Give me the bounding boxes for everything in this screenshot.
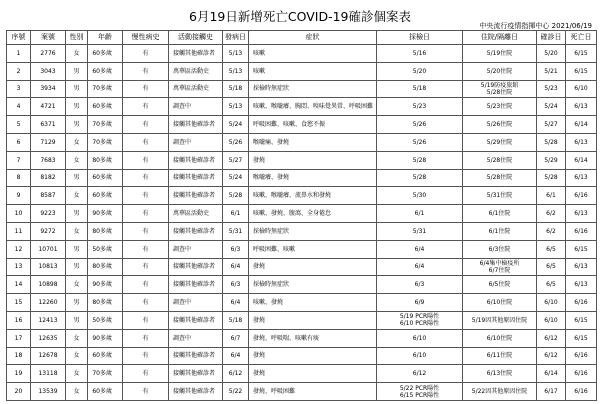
table-row — [7, 383, 597, 401]
table-cell: 60多歲 — [88, 45, 123, 63]
table-row — [7, 365, 597, 383]
table-cell: 6/10 — [537, 311, 566, 329]
table-cell: 90多歲 — [88, 276, 123, 294]
table-cell: 有 — [123, 294, 169, 312]
table-cell: 接觸其他確診者 — [169, 258, 223, 276]
table-cell: 18 — [7, 347, 31, 365]
table-cell: 5/30 — [377, 187, 463, 205]
table-cell: 發燒、呼吸喘、咳嗽有痰 — [249, 329, 377, 347]
table-cell: 6/12 — [223, 365, 249, 383]
table-cell: 咳嗽 — [249, 62, 377, 80]
table-cell: 萬華區活動史 — [169, 80, 223, 98]
header-cell: 確診日 — [537, 31, 566, 45]
header-cell: 採檢日 — [377, 31, 463, 45]
table-cell: 有 — [123, 311, 169, 329]
table-row — [7, 169, 597, 187]
table-cell: 5/28 — [223, 187, 249, 205]
table-cell: 有 — [123, 187, 169, 205]
table-cell: 70多歲 — [88, 133, 123, 151]
table-cell: 發燒 — [249, 365, 377, 383]
header-cell: 住院/隔離日 — [463, 31, 537, 45]
table-cell: 10701 — [31, 240, 66, 258]
table-cell: 有 — [123, 222, 169, 240]
table-row — [7, 258, 597, 276]
table-cell: 萬華區活動史 — [169, 62, 223, 80]
table-cell: 6/10住院 — [463, 329, 537, 347]
table-cell: 20 — [7, 383, 31, 401]
table-row — [7, 80, 597, 98]
table-cell: 5/24 — [223, 169, 249, 187]
table-cell: 6/2 — [537, 222, 566, 240]
table-row — [7, 311, 597, 329]
table-cell: 6/13 — [566, 258, 597, 276]
table-cell: 6371 — [31, 116, 66, 134]
table-row — [7, 240, 597, 258]
table-cell: 6/15 — [566, 329, 597, 347]
table-cell: 採檢時無症狀 — [249, 276, 377, 294]
table-cell: 有 — [123, 329, 169, 347]
table-cell: 60多歲 — [88, 347, 123, 365]
table-cell: 5/19 PCR陽性 6/10 PCR陽性 — [377, 311, 463, 329]
table-cell: 6/4 — [223, 294, 249, 312]
table-cell: 5/22因其他原因住院 — [463, 383, 537, 401]
table-cell: 採檢時無症狀 — [249, 80, 377, 98]
table-cell: 5/18 — [377, 80, 463, 98]
table-cell: 有 — [123, 116, 169, 134]
table-cell: 女 — [66, 151, 88, 169]
table-cell: 6/13 — [566, 133, 597, 151]
table-cell: 6/4 — [377, 240, 463, 258]
table-cell: 60多歲 — [88, 98, 123, 116]
table-cell: 調查中 — [169, 98, 223, 116]
table-cell: 4 — [7, 98, 31, 116]
table-cell: 女 — [66, 365, 88, 383]
table-cell: 19 — [7, 365, 31, 383]
table-cell: 5/23 — [537, 80, 566, 98]
table-cell: 女 — [66, 45, 88, 63]
table-cell: 5/18 — [223, 80, 249, 98]
table-row — [7, 98, 597, 116]
table-cell: 有 — [123, 205, 169, 223]
table-cell: 男 — [66, 205, 88, 223]
table-cell: 有 — [123, 80, 169, 98]
table-cell: 有 — [123, 365, 169, 383]
table-cell: 6/5 — [537, 240, 566, 258]
header-cell: 案號 — [31, 31, 66, 45]
table-cell: 6/12 — [537, 347, 566, 365]
table-cell: 2 — [7, 62, 31, 80]
table-cell: 女 — [66, 329, 88, 347]
header-cell: 序號 — [7, 31, 31, 45]
table-cell: 3 — [7, 80, 31, 98]
table-cell: 5/28住院 — [463, 169, 537, 187]
table-cell: 6/10 — [377, 329, 463, 347]
table-cell: 13 — [7, 258, 31, 276]
table-cell: 6/3 — [223, 276, 249, 294]
table-row — [7, 151, 597, 169]
table-cell: 5/20 — [537, 45, 566, 63]
source-label: 中央流行疫情指揮中心 2021/06/19 — [479, 22, 592, 30]
table-cell: 男 — [66, 240, 88, 258]
table-cell: 發燒 — [249, 311, 377, 329]
table-cell: 6/7 — [223, 329, 249, 347]
table-cell: 5/19住院 — [463, 45, 537, 63]
table-cell: 有 — [123, 169, 169, 187]
table-cell: 呼吸困難、咳嗽 — [249, 240, 377, 258]
table-cell: 80多歲 — [88, 151, 123, 169]
table-cell: 5/20 — [377, 62, 463, 80]
table-cell: 12635 — [31, 329, 66, 347]
table-cell: 10813 — [31, 258, 66, 276]
table-cell: 發燒 — [249, 347, 377, 365]
table-cell: 6/1 — [223, 205, 249, 223]
table-cell: 80多歲 — [88, 294, 123, 312]
death-case-table — [6, 30, 597, 401]
table-cell: 6/3住院 — [463, 240, 537, 258]
table-body — [7, 45, 597, 401]
table-cell: 6/1住院 — [463, 222, 537, 240]
table-cell: 有 — [123, 62, 169, 80]
table-cell: 7 — [7, 151, 31, 169]
header-cell: 症狀 — [249, 31, 377, 45]
table-cell: 男 — [66, 62, 88, 80]
table-cell: 5/24 — [223, 116, 249, 134]
table-cell: 7129 — [31, 133, 66, 151]
table-cell: 6/15 — [566, 62, 597, 80]
table-cell: 6/16 — [566, 347, 597, 365]
table-row — [7, 276, 597, 294]
table-cell: 5/29 — [537, 151, 566, 169]
table-cell: 8587 — [31, 187, 66, 205]
table-cell: 6/13 — [566, 205, 597, 223]
table-row — [7, 205, 597, 223]
table-cell: 男 — [66, 258, 88, 276]
table-cell: 有 — [123, 240, 169, 258]
table-cell: 咳嗽、喉嚨癢、胸悶、嗅味覺異常、呼吸困難 — [249, 98, 377, 116]
table-cell: 5/28 — [377, 151, 463, 169]
table-cell: 5/31 — [223, 222, 249, 240]
table-cell: 接觸其他確診者 — [169, 45, 223, 63]
table-cell: 5 — [7, 116, 31, 134]
table-cell: 有 — [123, 258, 169, 276]
table-cell: 17 — [7, 329, 31, 347]
table-cell: 5/26 — [223, 133, 249, 151]
table-cell: 接觸其他確診者 — [169, 365, 223, 383]
table-cell: 6 — [7, 133, 31, 151]
table-cell: 女 — [66, 187, 88, 205]
table-cell: 6/4 — [377, 258, 463, 276]
table-cell: 接觸其他確診者 — [169, 116, 223, 134]
table-row — [7, 222, 597, 240]
table-row — [7, 45, 597, 63]
table-cell: 6/1 — [537, 187, 566, 205]
table-cell: 5/13 — [223, 45, 249, 63]
table-cell: 5/22 — [223, 383, 249, 401]
table-cell: 80多歲 — [88, 222, 123, 240]
table-cell: 接觸其他確診者 — [169, 169, 223, 187]
table-cell: 喉嚨痛、發燒 — [249, 133, 377, 151]
table-cell: 6/17 — [537, 383, 566, 401]
table-cell: 13539 — [31, 383, 66, 401]
table-row — [7, 133, 597, 151]
table-cell: 有 — [123, 45, 169, 63]
table-cell: 5/27 — [223, 151, 249, 169]
table-cell: 6/4 — [223, 258, 249, 276]
table-cell: 8182 — [31, 169, 66, 187]
table-cell: 5/22 PCR陽性 6/15 PCR陽性 — [377, 383, 463, 401]
table-cell: 喉嚨癢、發燒 — [249, 169, 377, 187]
table-cell: 9272 — [31, 222, 66, 240]
table-cell: 9 — [7, 187, 31, 205]
table-cell: 6/10 — [566, 80, 597, 98]
table-cell: 80多歲 — [88, 258, 123, 276]
table-cell: 呼吸困難、咳嗽、食慾不振 — [249, 116, 377, 134]
table-cell: 6/16 — [566, 187, 597, 205]
table-cell: 男 — [66, 80, 88, 98]
table-cell: 12260 — [31, 294, 66, 312]
table-cell: 8 — [7, 169, 31, 187]
table-cell: 6/4 — [223, 347, 249, 365]
table-cell: 5/18 — [223, 311, 249, 329]
table-cell: 7683 — [31, 151, 66, 169]
table-cell: 12413 — [31, 311, 66, 329]
table-cell: 6/2 — [537, 205, 566, 223]
table-cell: 有 — [123, 98, 169, 116]
table-cell: 6/3 — [223, 240, 249, 258]
table-cell: 70多歲 — [88, 80, 123, 98]
table-cell: 5/16 — [377, 45, 463, 63]
table-cell: 90多歲 — [88, 329, 123, 347]
table-cell: 6/1 — [377, 205, 463, 223]
table-cell: 6/15 — [566, 45, 597, 63]
table-cell: 男 — [66, 116, 88, 134]
table-cell: 6/3 — [377, 276, 463, 294]
header-cell: 活動接觸史 — [169, 31, 223, 45]
table-cell: 5/28住院 — [463, 151, 537, 169]
table-cell: 6/13 — [566, 98, 597, 116]
table-cell: 12678 — [31, 347, 66, 365]
table-cell: 5/13 — [223, 98, 249, 116]
header-cell: 死亡日 — [566, 31, 597, 45]
table-cell: 有 — [123, 383, 169, 401]
table-cell: 6/13 — [566, 276, 597, 294]
table-cell: 有 — [123, 133, 169, 151]
table-cell: 5/28 — [537, 133, 566, 151]
table-cell: 發燒、呼吸困難 — [249, 383, 377, 401]
table-cell: 70多歲 — [88, 365, 123, 383]
table-cell: 5/28 — [377, 169, 463, 187]
table-cell: 女 — [66, 133, 88, 151]
table-cell: 60多歲 — [88, 187, 123, 205]
table-cell: 5/23 — [377, 98, 463, 116]
table-cell: 50多歲 — [88, 311, 123, 329]
table-cell: 男 — [66, 294, 88, 312]
table-cell: 11 — [7, 222, 31, 240]
table-cell: 60多歲 — [88, 169, 123, 187]
table-cell: 5/31 — [377, 222, 463, 240]
table-cell: 6/5 — [537, 276, 566, 294]
table-cell: 6/16 — [566, 294, 597, 312]
table-cell: 調查中 — [169, 133, 223, 151]
table-cell: 5/28 — [537, 169, 566, 187]
table-cell: 5/19因其他原因住院 — [463, 311, 537, 329]
table-cell: 6/5 — [537, 258, 566, 276]
table-cell: 5/26 — [377, 116, 463, 134]
table-cell: 有 — [123, 347, 169, 365]
table-cell: 16 — [7, 311, 31, 329]
table-cell: 6/10住院 — [463, 294, 537, 312]
table-cell: 萬華區活動史 — [169, 205, 223, 223]
table-cell: 6/15 — [566, 311, 597, 329]
table-cell: 6/15 — [566, 240, 597, 258]
table-cell: 調查中 — [169, 294, 223, 312]
table-cell: 接觸其他確診者 — [169, 347, 223, 365]
table-cell: 50多歲 — [88, 240, 123, 258]
table-cell: 5/19防疫旅館 5/28住院 — [463, 80, 537, 98]
table-row — [7, 116, 597, 134]
table-cell: 接觸其他確診者 — [169, 187, 223, 205]
table-cell: 女 — [66, 276, 88, 294]
header-row — [7, 31, 597, 45]
table-cell: 有 — [123, 276, 169, 294]
table-cell: 6/13住院 — [463, 365, 537, 383]
table-cell: 發燒 — [249, 151, 377, 169]
table-cell: 6/9 — [377, 294, 463, 312]
table-cell: 2776 — [31, 45, 66, 63]
table-cell: 5/27 — [537, 116, 566, 134]
table-cell: 6/1住院 — [463, 205, 537, 223]
table-cell: 6/10 — [377, 347, 463, 365]
table-cell: 男 — [66, 98, 88, 116]
table-cell: 10 — [7, 205, 31, 223]
table-cell: 接觸其他確診者 — [169, 383, 223, 401]
table-row — [7, 62, 597, 80]
table-row — [7, 329, 597, 347]
table-cell: 男 — [66, 311, 88, 329]
table-row — [7, 294, 597, 312]
table-cell: 12 — [7, 240, 31, 258]
table-cell: 3934 — [31, 80, 66, 98]
table-cell: 6/12 — [377, 365, 463, 383]
table-cell: 接觸其他確診者 — [169, 311, 223, 329]
table-cell: 14 — [7, 276, 31, 294]
table-cell: 6/4集中檢疫所 6/7住院 — [463, 258, 537, 276]
table-cell: 採檢時無症狀 — [249, 222, 377, 240]
table-cell: 6/14 — [566, 151, 597, 169]
table-cell: 6/14 — [537, 365, 566, 383]
table-cell: 5/24 — [537, 98, 566, 116]
table-cell: 60多歲 — [88, 383, 123, 401]
table-cell: 5/31住院 — [463, 187, 537, 205]
table-cell: 6/14 — [566, 116, 597, 134]
header-cell: 年齡 — [88, 31, 123, 45]
table-row — [7, 187, 597, 205]
table-cell: 女 — [66, 383, 88, 401]
table-cell: 5/21 — [537, 62, 566, 80]
table-cell: 4721 — [31, 98, 66, 116]
table-cell: 5/26住院 — [463, 116, 537, 134]
table-cell: 5/26 — [377, 133, 463, 151]
table-cell: 接觸其他確診者 — [169, 276, 223, 294]
table-cell: 9223 — [31, 205, 66, 223]
table-cell: 調查中 — [169, 240, 223, 258]
table-cell: 15 — [7, 294, 31, 312]
table-cell: 6/16 — [566, 365, 597, 383]
table-cell: 90多歲 — [88, 205, 123, 223]
table-cell: 5/20住院 — [463, 62, 537, 80]
table-cell: 6/12 — [537, 329, 566, 347]
table-cell: 咳嗽、發燒 — [249, 294, 377, 312]
table-cell: 6/5住院 — [463, 276, 537, 294]
page-title: 6月19日新增死亡COVID-19確診個案表 — [189, 9, 411, 24]
table-cell: 5/23住院 — [463, 98, 537, 116]
table-cell: 咳嗽 — [249, 45, 377, 63]
table-cell: 6/11住院 — [463, 347, 537, 365]
table-cell: 5/13 — [223, 62, 249, 80]
table-cell: 6/10 — [537, 294, 566, 312]
table-cell: 咳嗽、發燒、腹瀉、全身倦怠 — [249, 205, 377, 223]
table-cell: 1 — [7, 45, 31, 63]
table-cell: 有 — [123, 151, 169, 169]
table-cell: 6/16 — [566, 383, 597, 401]
table-cell: 10898 — [31, 276, 66, 294]
table-cell: 3043 — [31, 62, 66, 80]
table-cell: 5/29住院 — [463, 133, 537, 151]
header-cell: 發病日 — [223, 31, 249, 45]
table-cell: 13118 — [31, 365, 66, 383]
header-cell: 慢性病史 — [123, 31, 169, 45]
table-cell: 男 — [66, 169, 88, 187]
table-cell: 60多歲 — [88, 62, 123, 80]
table-cell: 女 — [66, 222, 88, 240]
table-cell: 咳嗽、喉嚨癢、流鼻水和發燒 — [249, 187, 377, 205]
table-cell: 6/16 — [566, 222, 597, 240]
table-row — [7, 347, 597, 365]
table-cell: 女 — [66, 347, 88, 365]
header-cell: 性別 — [66, 31, 88, 45]
table-cell: 發燒 — [249, 258, 377, 276]
table-cell: 調查中 — [169, 329, 223, 347]
table-cell: 接觸其他確診者 — [169, 222, 223, 240]
table-cell: 70多歲 — [88, 116, 123, 134]
table-cell: 6/13 — [566, 169, 597, 187]
table-cell: 接觸其他確診者 — [169, 151, 223, 169]
